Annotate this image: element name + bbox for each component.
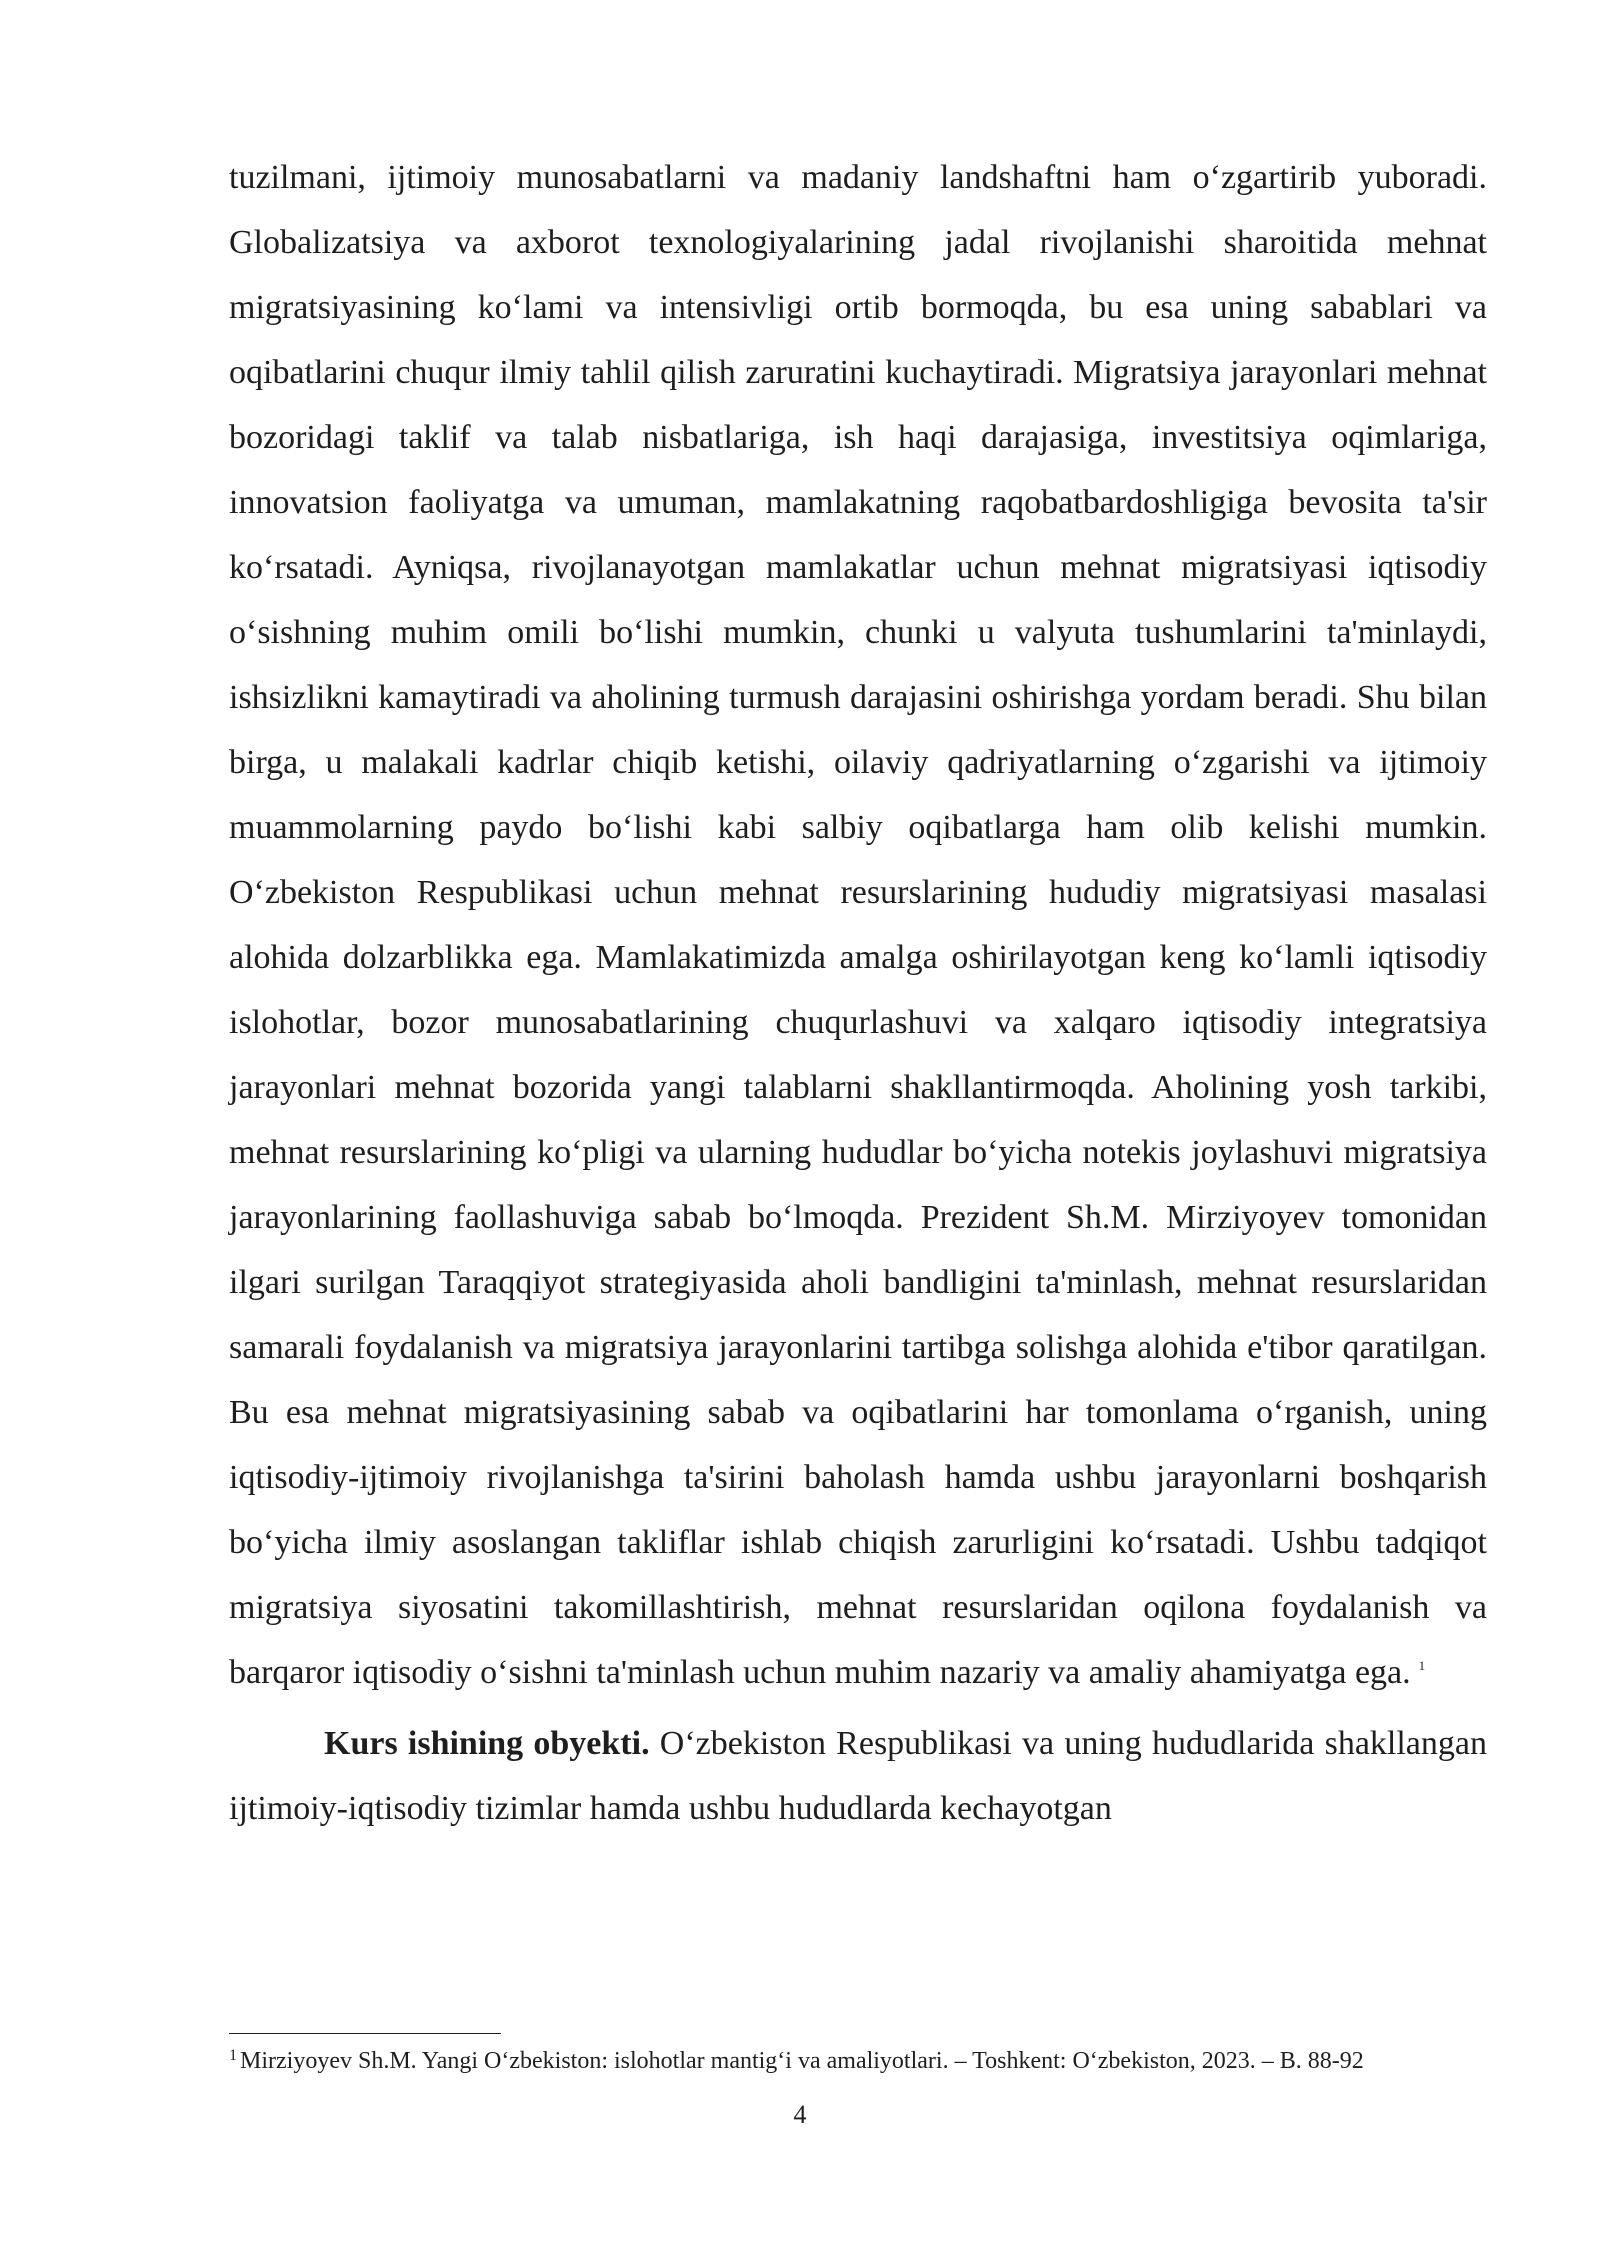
paragraph-1-text: tuzilmani, ijtimoiy munosabatlarni va madaniy landshaftni ham oʻzgartirib yuboradi. Globalizatsiya va axborot texnologiyalarining jadal rivojlanishi sharoitida mehnat migratsiyasining koʻlami va intensivligi ortib bormoqda, bu esa uning sabablari va oqibatlarini chuqur ilmiy tahlil qilish zaruratini kuchaytiradi. Migratsiya jarayonlari mehnat bozoridagi taklif va talab nisbatlariga, ish haqi darajasiga, investitsiya oqimlariga, innovatsion faoliyatga va umuman, mamlakatning raqobatbardoshligiga bevosita ta'sir koʻrsatadi. Ayniqsa, rivojlanayotgan mamlakatlar uchun mehnat migratsiyasi iqtisodiy oʻsishning muhim omili boʻlishi mumkin, chunki u valyuta tushumlarini ta'minlaydi, ishsizlikni kamaytiradi va aholining turmush darajasini oshirishga yordam beradi. Shu bilan birga, u malakali kadrlar chiqib ketishi, oilaviy qadriyatlarning oʻzgarishi va ijtimoiy muammolarning paydo boʻlishi kabi salbiy oqibatlarga ham olib kelishi mumkin. Oʻzbekiston Respublikasi uchun mehnat resurslarining hududiy migratsiyasi masalasi alohida dolzarblikka ega. Mamlakatimizda amalga oshirilayotgan keng koʻlamli iqtisodiy islohotlar, bozor munosabatlarining chuqurlashuvi va xalqaro iqtisodiy integratsiya jarayonlari mehnat bozorida yangi talablarni shakllantirmoqda. Aholining yosh tarkibi, mehnat resurslarining koʻpligi va ularning hududlar boʻyicha notekis joylashuvi migratsiya jarayonlarining faollashuviga sabab boʻlmoqda. Prezident Sh.M. Mirziyoyev tomonidan ilgari surilgan Taraqqiyot strategiyasida aholi bandligini ta'minlash, mehnat resurslaridan samarali foydalanish va migratsiya jarayonlarini tartibga solishga alohida e'tibor qaratilgan. Bu esa mehnat migratsiyasining sabab va oqibatlarini har tomonlama oʻrganish, uning iqtisodiy-ijtimoiy rivojlanishga ta'sirini baholash hamda ushbu jarayonlarni boshqarish boʻyicha ilmiy asoslangan takliflar ishlab chiqish zarurligini koʻrsatadi. Ushbu tadqiqot migratsiya siyosatini takomillashtirish, mehnat resurslaridan oqilona foydalanish va barqaror iqtisodiy oʻsishni ta'minlash uchun muhim nazariy va amaliy ahamiyatga ega. bbox=[229, 159, 1487, 1691]
footnote-number: 1 bbox=[229, 2047, 237, 2064]
footnote-text: Mirziyoyev Sh.M. Yangi Oʻzbekiston: islohotlar mantigʻi va amaliyotlari. – Toshkent: Oʻzbekiston, 2023. – B. 88-92 bbox=[240, 2048, 1364, 2074]
section-lead-heading: Kurs ishining obyekti. bbox=[324, 1725, 650, 1762]
footnote-separator bbox=[229, 2033, 501, 2034]
paragraph-1 bbox=[229, 145, 1487, 1711]
main-text bbox=[229, 145, 1487, 1841]
page-number: 4 bbox=[793, 2100, 807, 2129]
paragraph-2 bbox=[229, 1711, 1487, 1841]
paragraph-2-text: Oʻzbekiston Respublikasi va uning hududlarida shakllangan ijtimoiy-iqtisodiy tizimlar hamda ushbu hududlarda kechayotgan bbox=[229, 1725, 1487, 1827]
footnote bbox=[229, 2046, 1487, 2079]
footnote-reference: 1 bbox=[1418, 1658, 1426, 1673]
